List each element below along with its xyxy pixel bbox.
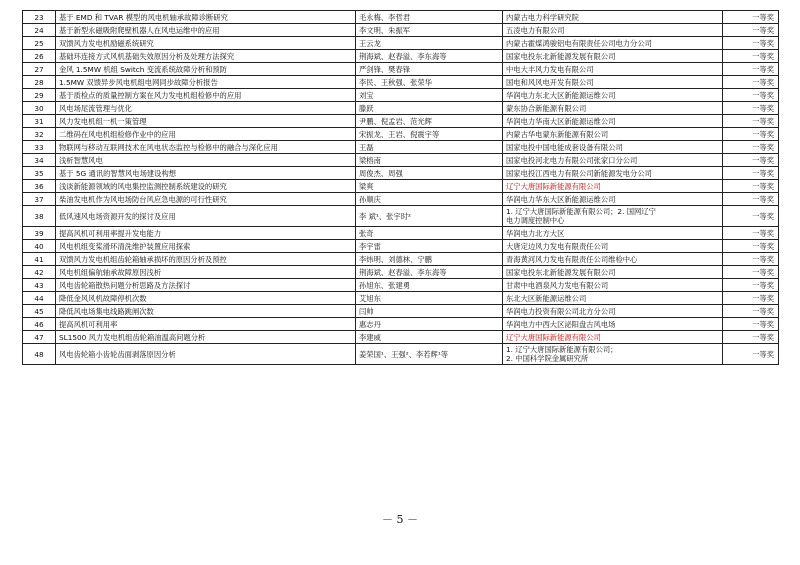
row-number-cell: 35	[23, 167, 56, 180]
unit-cell: 东北大区新能源运维公司	[503, 292, 723, 305]
authors-cell: 梁榕南	[356, 154, 503, 167]
award-level-cell: 一等奖	[723, 76, 779, 89]
paper-title-cell: 双馈风力发电机励磁系统研究	[56, 37, 356, 50]
unit-line: 1. 辽宁大唐国际新能源有限公司；	[506, 345, 618, 354]
authors-cell: 惠志丹	[356, 318, 503, 331]
table-row	[23, 240, 779, 253]
award-level-cell: 一等奖	[723, 11, 779, 24]
table-row	[23, 154, 779, 167]
table-row	[23, 24, 779, 37]
table-row	[23, 344, 779, 365]
authors-cell: 姜荣国¹、王强²、李若辉¹等	[356, 344, 503, 365]
unit-cell: 青海黄河风力发电有限责任公司维检中心	[503, 253, 723, 266]
authors-cell: 李 斌¹、张宇时²	[356, 206, 503, 227]
unit-cell: 华润电力北方大区	[503, 227, 723, 240]
award-level-cell: 一等奖	[723, 193, 779, 206]
award-results-table	[22, 10, 779, 365]
paper-title-cell: 风电齿轮箱散热问题分析思路及方法探讨	[56, 279, 356, 292]
authors-cell: 刘宝	[356, 89, 503, 102]
paper-title-cell: 风电齿轮箱小齿轮齿面剥落原因分析	[56, 344, 356, 365]
authors-cell: 毛永梅、李哲君	[356, 11, 503, 24]
table-row	[23, 331, 779, 344]
row-number-cell: 42	[23, 266, 56, 279]
award-level-cell: 一等奖	[723, 206, 779, 227]
table-row	[23, 115, 779, 128]
row-number-cell: 36	[23, 180, 56, 193]
paper-title-cell: 基于 EMD 和 TVAR 模型的风电机轴承故障诊断研究	[56, 11, 356, 24]
row-number-cell: 48	[23, 344, 56, 365]
authors-cell: 李宇雷	[356, 240, 503, 253]
authors-cell: 宋振龙、王岩、倪震宇等	[356, 128, 503, 141]
unit-cell: 国家电投江西电力有限公司新能源发电分公司	[503, 167, 723, 180]
award-level-cell: 一等奖	[723, 141, 779, 154]
table-row	[23, 180, 779, 193]
table-body	[23, 11, 779, 365]
award-level-cell: 一等奖	[723, 115, 779, 128]
unit-cell: 华润电力东北大区新能源运维公司	[503, 89, 723, 102]
award-level-cell: 一等奖	[723, 266, 779, 279]
table-row	[23, 292, 779, 305]
paper-title-cell: 基于 5G 通讯的智慧风电场建设构想	[56, 167, 356, 180]
award-level-cell: 一等奖	[723, 128, 779, 141]
paper-title-cell: 双馈风力发电机组齿轮箱轴承损坏的原因分析及预控	[56, 253, 356, 266]
row-number-cell: 34	[23, 154, 56, 167]
unit-cell: 华润电力华南大区新能源运维公司	[503, 115, 723, 128]
paper-title-cell: 基于质检点的质量控制方案在风力发电机组检修中的应用	[56, 89, 356, 102]
results-table-page	[22, 10, 778, 365]
row-number-cell: 40	[23, 240, 56, 253]
award-level-cell: 一等奖	[723, 24, 779, 37]
award-level-cell: 一等奖	[723, 305, 779, 318]
award-level-cell: 一等奖	[723, 50, 779, 63]
authors-cell: 孙顺庆	[356, 193, 503, 206]
award-level-cell: 一等奖	[723, 344, 779, 365]
unit-cell: 蒙东协合新能源有限公司	[503, 102, 723, 115]
unit-cell: 大唐定边风力发电有限责任公司	[503, 240, 723, 253]
award-level-cell: 一等奖	[723, 253, 779, 266]
award-level-cell: 一等奖	[723, 89, 779, 102]
paper-title-cell: 基于新型永磁吸附爬壁机器人在风电运维中的应用	[56, 24, 356, 37]
authors-cell: 王磊	[356, 141, 503, 154]
award-level-cell: 一等奖	[723, 63, 779, 76]
paper-title-cell: 金风 1.5MW 机组 Switch 变流系统故障分析和预防	[56, 63, 356, 76]
award-level-cell: 一等奖	[723, 240, 779, 253]
unit-cell: 华润电力中西大区泌阳盘古风电场	[503, 318, 723, 331]
unit-cell: 华润电力投资有限公司北方分公司	[503, 305, 723, 318]
row-number-cell: 26	[23, 50, 56, 63]
table-row	[23, 227, 779, 240]
paper-title-cell: 降低金风风机故障停机次数	[56, 292, 356, 305]
paper-title-cell: 提高风机可利用率提升发电能力	[56, 227, 356, 240]
row-number-cell: 43	[23, 279, 56, 292]
paper-title-cell: 浅谈新能源领域的风电集控监测控制系统建设的研究	[56, 180, 356, 193]
paper-title-cell: 柴油发电机作为风电场防台风应急电源的可行性研究	[56, 193, 356, 206]
row-number-cell: 46	[23, 318, 56, 331]
row-number-cell: 29	[23, 89, 56, 102]
authors-cell: 荆海斌、赵春溢、李东海等	[356, 50, 503, 63]
table-row	[23, 318, 779, 331]
row-number-cell: 27	[23, 63, 56, 76]
unit-cell: 国家电投中国电能成套设备有限公司	[503, 141, 723, 154]
unit-cell: 内蒙古电力科学研究院	[503, 11, 723, 24]
award-level-cell: 一等奖	[723, 102, 779, 115]
row-number-cell: 38	[23, 206, 56, 227]
unit-cell: 五凌电力有限公司	[503, 24, 723, 37]
table-row	[23, 266, 779, 279]
table-row	[23, 141, 779, 154]
unit-cell: 国家电投东北新能源发展有限公司	[503, 266, 723, 279]
award-level-cell: 一等奖	[723, 279, 779, 292]
award-level-cell: 一等奖	[723, 227, 779, 240]
row-number-cell: 41	[23, 253, 56, 266]
paper-title-cell: 风电场尾流管理与优化	[56, 102, 356, 115]
unit-cell: 内蒙古华电蒙东新能源有限公司	[503, 128, 723, 141]
unit-cell	[503, 344, 723, 365]
table-row	[23, 206, 779, 227]
row-number-cell: 30	[23, 102, 56, 115]
paper-title-cell: 风电机组偏航轴承故障原因浅析	[56, 266, 356, 279]
award-level-cell: 一等奖	[723, 37, 779, 50]
table-row	[23, 279, 779, 292]
paper-title-cell: 风电机组变桨滑环清洗维护装置应用探索	[56, 240, 356, 253]
row-number-cell: 23	[23, 11, 56, 24]
row-number-cell: 39	[23, 227, 56, 240]
paper-title-cell: 提高风机可利用率	[56, 318, 356, 331]
authors-cell: 滕跃	[356, 102, 503, 115]
paper-title-cell: 1.5MW 双馈异步风电机组电网同步故障分析报告	[56, 76, 356, 89]
paper-title-cell: 降低风电场集电线路跳闸次数	[56, 305, 356, 318]
unit-cell: 辽宁大唐国际新能源有限公司	[503, 331, 723, 344]
award-level-cell: 一等奖	[723, 180, 779, 193]
table-row	[23, 11, 779, 24]
table-row	[23, 305, 779, 318]
unit-cell: 国家电投东北新能源发展有限公司	[503, 50, 723, 63]
table-row	[23, 253, 779, 266]
authors-cell: 张奇	[356, 227, 503, 240]
authors-cell: 李民、王秋强、张荣华	[356, 76, 503, 89]
unit-cell: 华润电力华东大区新能源运维公司	[503, 193, 723, 206]
award-level-cell: 一等奖	[723, 154, 779, 167]
award-level-cell: 一等奖	[723, 331, 779, 344]
page-number: － 5 －	[382, 513, 418, 526]
unit-line: 2. 中国科学院金属研究所	[506, 354, 589, 363]
authors-cell: 周俊杰、周强	[356, 167, 503, 180]
row-number-cell: 47	[23, 331, 56, 344]
authors-cell: 尹鹏、倪孟岩、范光辉	[356, 115, 503, 128]
paper-title-cell: 浅析智慧风电	[56, 154, 356, 167]
row-number-cell: 44	[23, 292, 56, 305]
paper-title-cell: 低风速风电场资源开发的探讨及应用	[56, 206, 356, 227]
row-number-cell: 31	[23, 115, 56, 128]
unit-cell: 内蒙古霍煤鸿骏铝电有限责任公司电力分公司	[503, 37, 723, 50]
row-number-cell: 37	[23, 193, 56, 206]
unit-cell: 国家电投河北电力有限公司张家口分公司	[503, 154, 723, 167]
paper-title-cell: 物联网与移动互联网技术在风电状态监控与检修中的融合与深化应用	[56, 141, 356, 154]
row-number-cell: 32	[23, 128, 56, 141]
award-level-cell: 一等奖	[723, 318, 779, 331]
authors-cell: 闫帅	[356, 305, 503, 318]
table-row	[23, 89, 779, 102]
authors-cell: 孙旭东、张建勇	[356, 279, 503, 292]
table-row	[23, 76, 779, 89]
award-level-cell: 一等奖	[723, 167, 779, 180]
award-level-cell: 一等奖	[723, 292, 779, 305]
authors-cell: 荆海斌、赵春溢、李东海等	[356, 266, 503, 279]
authors-cell: 李炜明、刘德林、宁鹏	[356, 253, 503, 266]
authors-cell: 李文明、朱振军	[356, 24, 503, 37]
table-row	[23, 128, 779, 141]
unit-line: 1. 辽宁大唐国际新能源有限公司；2. 国网辽宁	[506, 207, 656, 216]
table-row	[23, 37, 779, 50]
authors-cell: 梁爽	[356, 180, 503, 193]
paper-title-cell: 二维码在风电机组检修作业中的应用	[56, 128, 356, 141]
unit-cell: 甘肃中电酒泉风力发电有限公司	[503, 279, 723, 292]
row-number-cell: 25	[23, 37, 56, 50]
row-number-cell: 28	[23, 76, 56, 89]
unit-cell: 辽宁大唐国际新能源有限公司	[503, 180, 723, 193]
unit-cell	[503, 206, 723, 227]
row-number-cell: 24	[23, 24, 56, 37]
paper-title-cell: 基础环连接方式风机基础失效原因分析及处理方法探究	[56, 50, 356, 63]
table-row	[23, 167, 779, 180]
table-row	[23, 193, 779, 206]
authors-cell: 艾旭东	[356, 292, 503, 305]
unit-cell: 中电大丰风力发电有限公司	[503, 63, 723, 76]
row-number-cell: 45	[23, 305, 56, 318]
unit-line: 电力调度控制中心	[506, 216, 565, 225]
authors-cell: 严剑锋、樊春锋	[356, 63, 503, 76]
unit-cell: 国电和风风电开发有限公司	[503, 76, 723, 89]
paper-title-cell: 风力发电机组一机一策管理	[56, 115, 356, 128]
table-row	[23, 63, 779, 76]
authors-cell: 王云龙	[356, 37, 503, 50]
table-row	[23, 50, 779, 63]
table-row	[23, 102, 779, 115]
authors-cell: 李建威	[356, 331, 503, 344]
row-number-cell: 33	[23, 141, 56, 154]
paper-title-cell: SL1500 风力发电机组齿轮箱油温高问题分析	[56, 331, 356, 344]
